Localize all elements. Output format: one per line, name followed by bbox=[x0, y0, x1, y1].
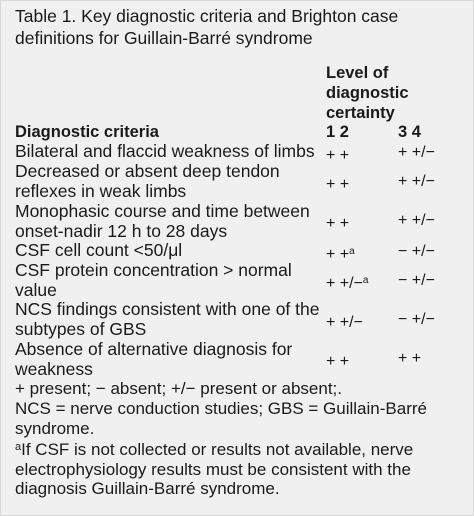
criterion-label: Bilateral and flaccid weakness of limbs bbox=[15, 141, 315, 161]
csf-footnote: $^a$If CSF is not collected or results not available, nerve electrophysiology results must be consistent with the diagnosis Guillain-Barré syndrome. bbox=[15, 440, 414, 498]
level-1-2-cell: + +/− bbox=[326, 314, 363, 331]
certainty-heading-line: diagnostic bbox=[326, 84, 409, 102]
level-3-4-cell: + +/− bbox=[398, 212, 435, 229]
criterion-label: Absence of alternative diagnosis for weakness bbox=[15, 339, 293, 379]
level-header-1-2: 1 2 bbox=[326, 123, 349, 141]
criterion-label: NCS findings consistent with one of the subtypes of GBS bbox=[15, 299, 320, 339]
criteria-heading: Diagnostic criteria bbox=[15, 123, 159, 141]
certainty-heading-line: certainty bbox=[326, 104, 395, 122]
level-1-2-cell: + + bbox=[326, 176, 350, 193]
criterion-label: Monophasic course and time between onset-nadir 12 h to 28 days bbox=[15, 201, 310, 241]
level-1-2-cell: + +/−$^a$ bbox=[326, 275, 369, 292]
certainty-heading-line: Level of bbox=[326, 64, 389, 82]
level-1-2-cell: + +$^a$ bbox=[326, 246, 355, 263]
footnote-marker: a bbox=[15, 441, 22, 453]
level-3-4-cell: − +/− bbox=[398, 243, 435, 260]
level-3-4-cell: + +/− bbox=[398, 173, 435, 190]
level-3-4-cell: + +/− bbox=[398, 144, 435, 161]
level-header-3-4: 3 4 bbox=[398, 123, 421, 141]
level-1-2-cell: + + bbox=[326, 147, 350, 164]
level-3-4-cell: + + bbox=[398, 350, 422, 367]
level-3-4-cell: − +/− bbox=[398, 272, 435, 289]
certainty-heading bbox=[326, 63, 409, 123]
level-3-4-cell: − +/− bbox=[398, 311, 435, 328]
legend-footnote: + present; − absent; +/− present or absent;. bbox=[15, 379, 342, 398]
level-1-2-cell: + + bbox=[326, 353, 350, 370]
criterion-label: Decreased or absent deep tendon reflexes in weak limbs bbox=[15, 161, 280, 201]
criterion-label: CSF cell count <50/μl bbox=[15, 240, 183, 260]
level-1-2-cell: + + bbox=[326, 215, 350, 232]
criterion-label: CSF protein concentration > normal value bbox=[15, 260, 292, 300]
abbreviations-footnote: NCS = nerve conduction studies; GBS = Guillain-Barré syndrome. bbox=[15, 399, 427, 438]
table-title: Table 1. Key diagnostic criteria and Brighton case definitions for Guillain-Barré syndrome bbox=[15, 6, 399, 48]
